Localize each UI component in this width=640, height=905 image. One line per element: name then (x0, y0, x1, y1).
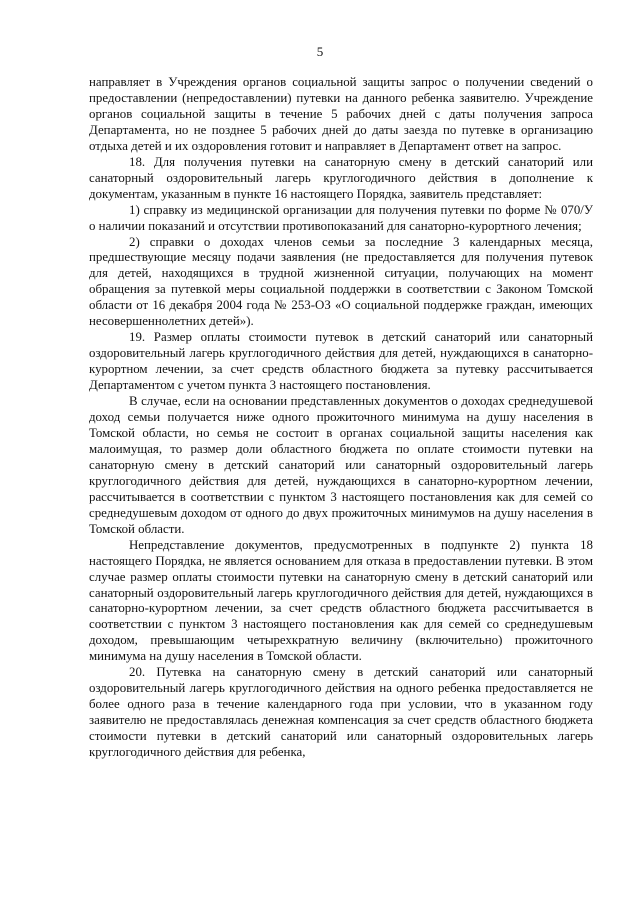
paragraph-item-19-nonsubmission: Непредставление документов, предусмотренных в подпункте 2) пункта 18 настоящего Порядка, не является основанием для отказа в предоставлении путевки. В этом случае размер оплаты стоимости путевки на санаторную смену в детский санаторий или санаторный оздоровительный лагерь круглогодичного действия для детей, нуждающихся в санаторно-курортном лечении, за счет средств областного бюджета рассчитывается в соответствии с пунктом 3 настоящего постановления как для семей со среднедушевым доходом, превышающим четырехкратную величину (включительно) прожиточного минимума на душу населения в Томской области. (89, 537, 593, 664)
paragraph-item-20: 20. Путевка на санаторную смену в детский санаторий или санаторный оздоровительный лагерь круглогодичного действия на одного ребенка предоставляется не более одного раза в течение календарного года при условии, что в указанном году заявителю не предоставлялась денежная компенсация за счет средств областного бюджета стоимости путевки в детский санаторий или санаторный оздоровительных лагерь круглогодичного действия для ребенка, (89, 665, 593, 760)
paragraph-item-18: 18. Для получения путевки на санаторную смену в детский санаторий или санаторный оздоровительный лагерь круглогодичного действия в дополнение к документам, указанным в пункте 16 настоящего Порядка, заявитель представляет: (89, 154, 593, 201)
paragraph-item-19: 19. Размер оплаты стоимости путевок в детский санаторий или санаторный оздоровительный лагерь круглогодичного действия для детей, нуждающихся в санаторно-курортном лечении, за счет средств областного бюджета за путевку рассчитывается Департаментом с учетом пункта 3 настоящего постановления. (89, 330, 593, 393)
paragraph-item-19-low-income-case: В случае, если на основании представленных документов о доходах среднедушевой доход семьи получается ниже одного прожиточного минимума на душу населения в Томской области, но семья не состоит в органах социальной защиты населения как малоимущая, то размер доли областного бюджета по оплате стоимости путевки на санаторную смену в детский санаторий или санаторный оздоровительный лагерь круглогодичного действия для детей, нуждающихся в санаторно-курортном лечении, рассчитывается в соответствии с пунктом 3 настоящего постановления как для семей со среднедушевым доходом от одного до двух прожиточных минимумов на душу населения в Томской области. (89, 394, 593, 536)
paragraph-continuation: направляет в Учреждения органов социальной защиты запрос о получении сведений о предоставлении (непредоставлении) путевки на данного ребенка заявителю. Учреждение органов социальной защиты в течение 5 рабочих дней с даты получения запроса Департамента, но не позднее 5 рабочих дней до даты заезда по путевке в организацию отдыха детей и их оздоровления готовит и направляет в Департамент ответ на запрос. (89, 75, 593, 153)
document-body (89, 75, 593, 761)
page-number: 5 (316, 44, 324, 59)
paragraph-item-18-subitem-1: 1) справку из медицинской организации для получения путевки по форме № 070/У о наличии показаний и отсутствии противопоказаний для санаторно-курортного лечения; (89, 202, 593, 233)
paragraph-item-18-subitem-2: 2) справки о доходах членов семьи за последние 3 календарных месяца, предшествующие месяцу подачи заявления (не предоставляется для получения путевок для детей, находящихся в трудной жизненной ситуации, получающих на момент обращения за путевкой меры социальной поддержки в соответствии с Законом Томской области от 16 декабря 2004 года № 253-ОЗ «О социальной поддержке граждан, имеющих несовершеннолетних детей»). (89, 234, 593, 329)
